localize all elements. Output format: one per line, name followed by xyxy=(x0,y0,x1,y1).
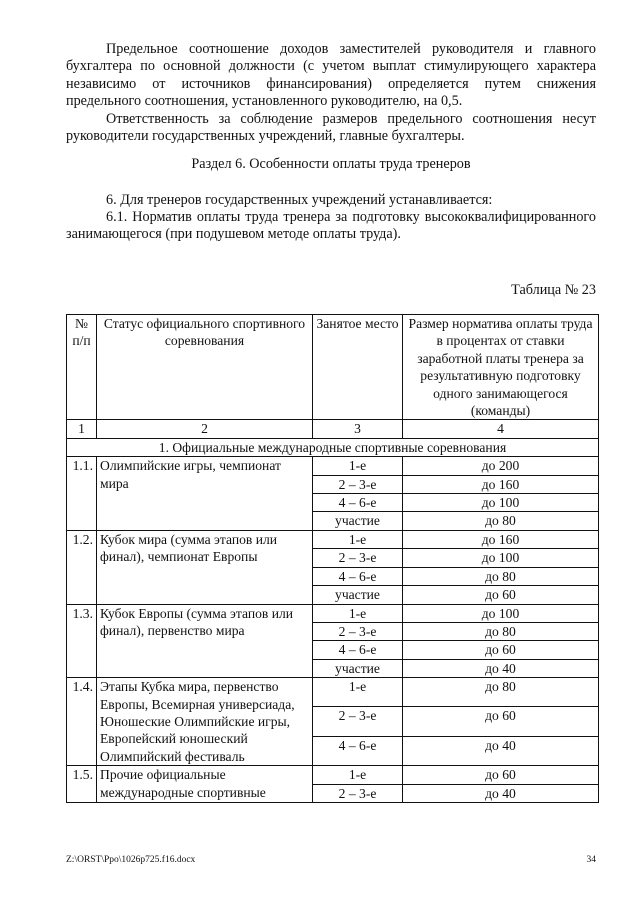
norm-cell: до 100 xyxy=(403,494,599,512)
footer-page-number: 34 xyxy=(586,855,596,865)
norm-cell: до 60 xyxy=(403,641,599,659)
place-cell: участие xyxy=(313,659,403,677)
header-norm: Размер норматива оплаты труда в процентах от ставки заработной платы тренера за результативную подготовку одного занимающегося (команды) xyxy=(403,315,599,420)
norm-cell: до 80 xyxy=(403,567,599,585)
norm-cell: до 60 xyxy=(403,707,599,736)
column-number-row xyxy=(67,420,599,438)
paragraph-coach-norm: 6.1. Норматив оплаты труда тренера за подготовку высококвалифицированного занимающегося (при подушевом методе оплаты труда). xyxy=(66,209,596,243)
header-place: Занятое место xyxy=(313,315,403,420)
column-number: 1 xyxy=(67,420,97,438)
table-row xyxy=(67,604,599,622)
place-cell: участие xyxy=(313,512,403,530)
place-cell: 4 – 6-е xyxy=(313,494,403,512)
norm-cell: до 80 xyxy=(403,678,599,707)
competition-status-cell: Кубок мира (сумма этапов или финал), чемпионат Европы xyxy=(97,530,313,604)
norm-cell: до 80 xyxy=(403,512,599,530)
competition-status-cell: Этапы Кубка мира, первенство Европы, Всемирная универсиада, Юношеские Олимпийские игры, Европейский юношеский Олимпийский фестиваль xyxy=(97,678,313,766)
coach-norm-table xyxy=(66,314,599,803)
place-cell: 4 – 6-е xyxy=(313,736,403,765)
table-header-row xyxy=(67,315,599,420)
row-number-cell: 1.5. xyxy=(67,766,97,803)
row-number-cell: 1.1. xyxy=(67,457,97,531)
place-cell: 2 – 3-е xyxy=(313,707,403,736)
row-number-cell: 1.3. xyxy=(67,604,97,678)
paragraph-responsibility: Ответственность за соблюдение размеров предельного соотношения несут руководители государственных учреждений, главные бухгалтеры. xyxy=(66,111,596,145)
norm-cell: до 160 xyxy=(403,530,599,548)
paragraph-coaches-intro: 6. Для тренеров государственных учреждений устанавливается: xyxy=(106,192,493,208)
table-row xyxy=(67,530,599,548)
place-cell: 1-е xyxy=(313,457,403,475)
norm-cell: до 60 xyxy=(403,586,599,604)
place-cell: 4 – 6-е xyxy=(313,567,403,585)
norm-cell: до 160 xyxy=(403,475,599,493)
norm-cell: до 100 xyxy=(403,604,599,622)
header-status: Статус официального спортивного соревнования xyxy=(97,315,313,420)
norm-cell: до 100 xyxy=(403,549,599,567)
norm-cell: до 60 xyxy=(403,766,599,784)
table-row xyxy=(67,457,599,475)
section-heading: Раздел 6. Особенности оплаты труда тренеров xyxy=(191,156,471,172)
place-cell: 1-е xyxy=(313,530,403,548)
column-number: 3 xyxy=(313,420,403,438)
place-cell: 4 – 6-е xyxy=(313,641,403,659)
table-caption: Таблица № 23 xyxy=(511,282,596,298)
place-cell: 1-е xyxy=(313,766,403,784)
table-section-row xyxy=(67,438,599,456)
table-section-title: 1. Официальные международные спортивные соревнования xyxy=(67,438,599,456)
place-cell: 2 – 3-е xyxy=(313,475,403,493)
place-cell: участие xyxy=(313,586,403,604)
competition-status-cell: Прочие официальные международные спортивные xyxy=(97,766,313,803)
footer-file-path: Z:\ORST\Ppo\1026p725.f16.docx xyxy=(66,855,196,865)
paragraph-deputy-ratio: Предельное соотношение доходов заместителей руководителя и главного бухгалтера по основной должности (с учетом выплат стимулирующего характера независимо от источников финансирования) определяется путем снижения предельного соотношения, установленного руководителю, на 0,5. xyxy=(66,41,596,110)
competition-status-cell: Кубок Европы (сумма этапов или финал), первенство мира xyxy=(97,604,313,678)
norm-cell: до 40 xyxy=(403,736,599,765)
competition-status-cell: Олимпийские игры, чемпионат мира xyxy=(97,457,313,531)
norm-cell: до 80 xyxy=(403,622,599,640)
table-row xyxy=(67,766,599,784)
norm-cell: до 40 xyxy=(403,784,599,802)
table-body xyxy=(67,457,599,803)
place-cell: 2 – 3-е xyxy=(313,549,403,567)
place-cell: 1-е xyxy=(313,604,403,622)
norm-cell: до 40 xyxy=(403,659,599,677)
place-cell: 2 – 3-е xyxy=(313,622,403,640)
table-row xyxy=(67,678,599,707)
place-cell: 1-е xyxy=(313,678,403,707)
row-number-cell: 1.4. xyxy=(67,678,97,766)
column-number: 4 xyxy=(403,420,599,438)
place-cell: 2 – 3-е xyxy=(313,784,403,802)
row-number-cell: 1.2. xyxy=(67,530,97,604)
norm-cell: до 200 xyxy=(403,457,599,475)
header-num: № п/п xyxy=(67,315,97,420)
column-number: 2 xyxy=(97,420,313,438)
